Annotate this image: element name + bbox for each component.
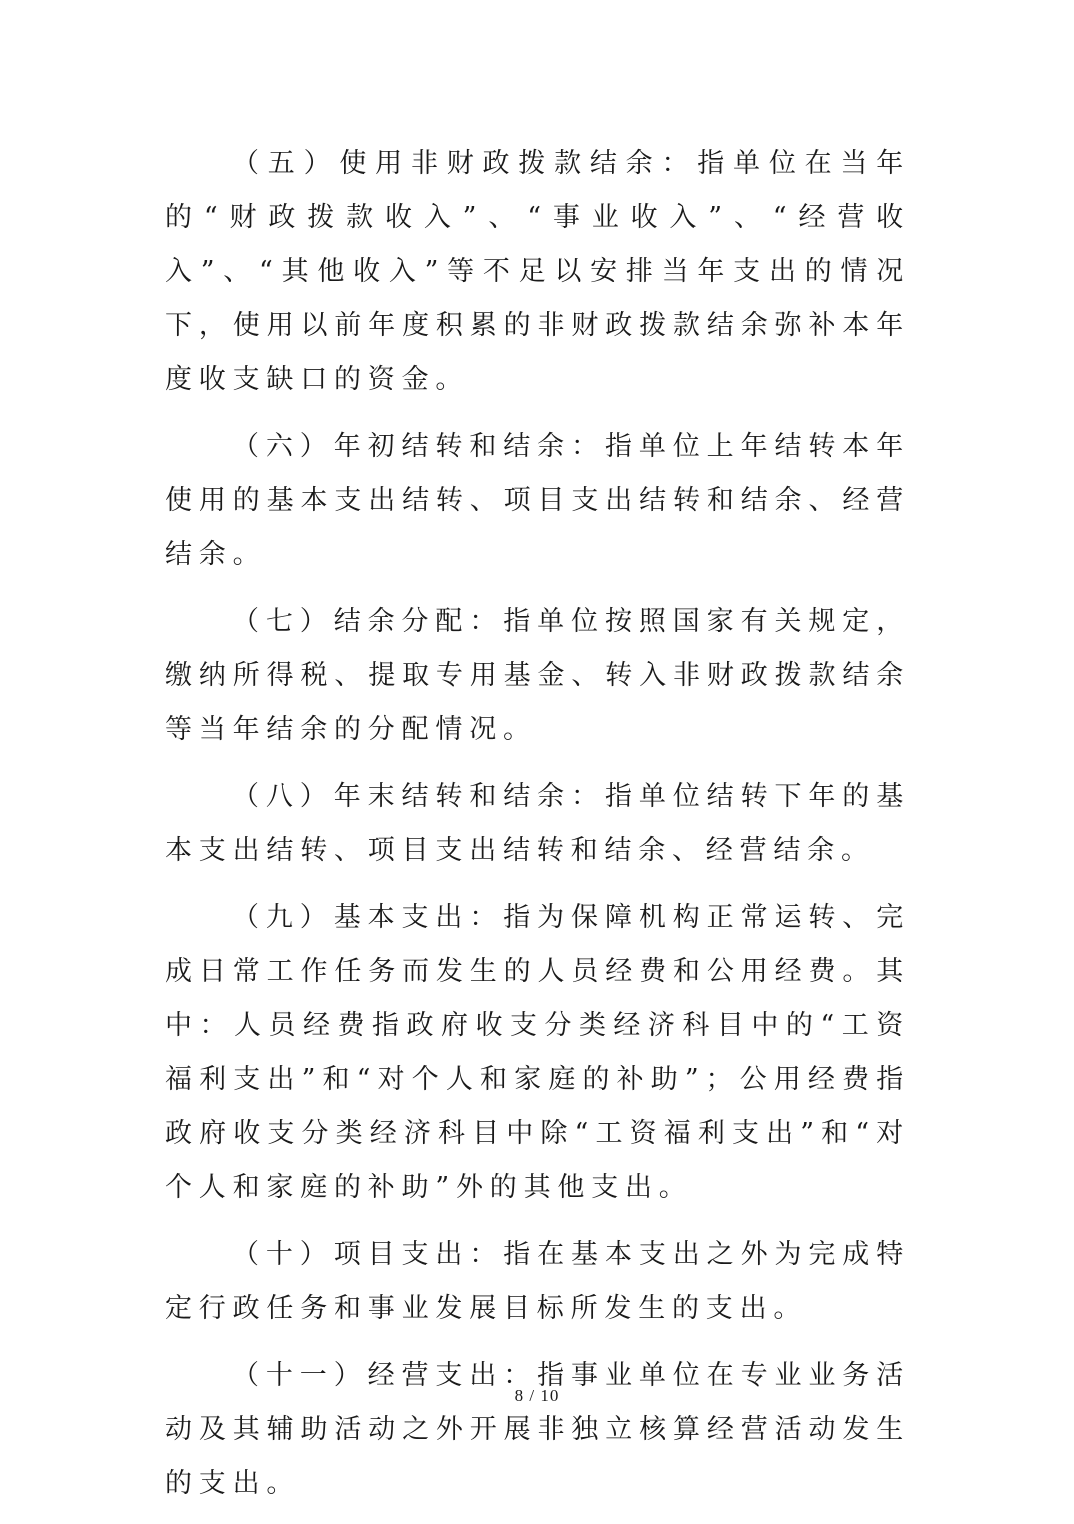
- paragraph-five: （五）使用非财政拨款结余：指单位在当年的“财政拨款收入”、“事业收入”、“经营收入”、“其他收入”等不足以安排当年支出的情况下，使用以前年度积累的非财政拨款结余弥补本年度收支缺口的资金。: [165, 148, 910, 395]
- page-number: 8 / 10: [514, 1386, 560, 1405]
- paragraph-eight: （八）年末结转和结余：指单位结转下年的基本支出结转、项目支出结转和结余、经营结余。: [165, 781, 910, 866]
- paragraph-six: （六）年初结转和结余：指单位上年结转本年使用的基本支出结转、项目支出结转和结余、经营结余。: [165, 431, 910, 570]
- paragraph-eleven: （十一）经营支出：指事业单位在专业业务活动及其辅助活动之外开展非独立核算经营活动发生的支出。: [165, 1360, 910, 1499]
- document-body: [165, 137, 910, 1524]
- paragraph-seven: （七）结余分配：指单位按照国家有关规定，缴纳所得税、提取专用基金、转入非财政拨款结余等当年结余的分配情况。: [165, 606, 910, 745]
- paragraph-nine: （九）基本支出：指为保障机构正常运转、完成日常工作任务而发生的人员经费和公用经费。其中：人员经费指政府收支分类经济科目中的“工资福利支出”和“对个人和家庭的补助”；公用经费指政府收支分类经济科目中除“工资福利支出”和“对个人和家庭的补助”外的其他支出。: [165, 902, 910, 1203]
- paragraph-ten: （十）项目支出：指在基本支出之外为完成特定行政任务和事业发展目标所发生的支出。: [165, 1239, 910, 1324]
